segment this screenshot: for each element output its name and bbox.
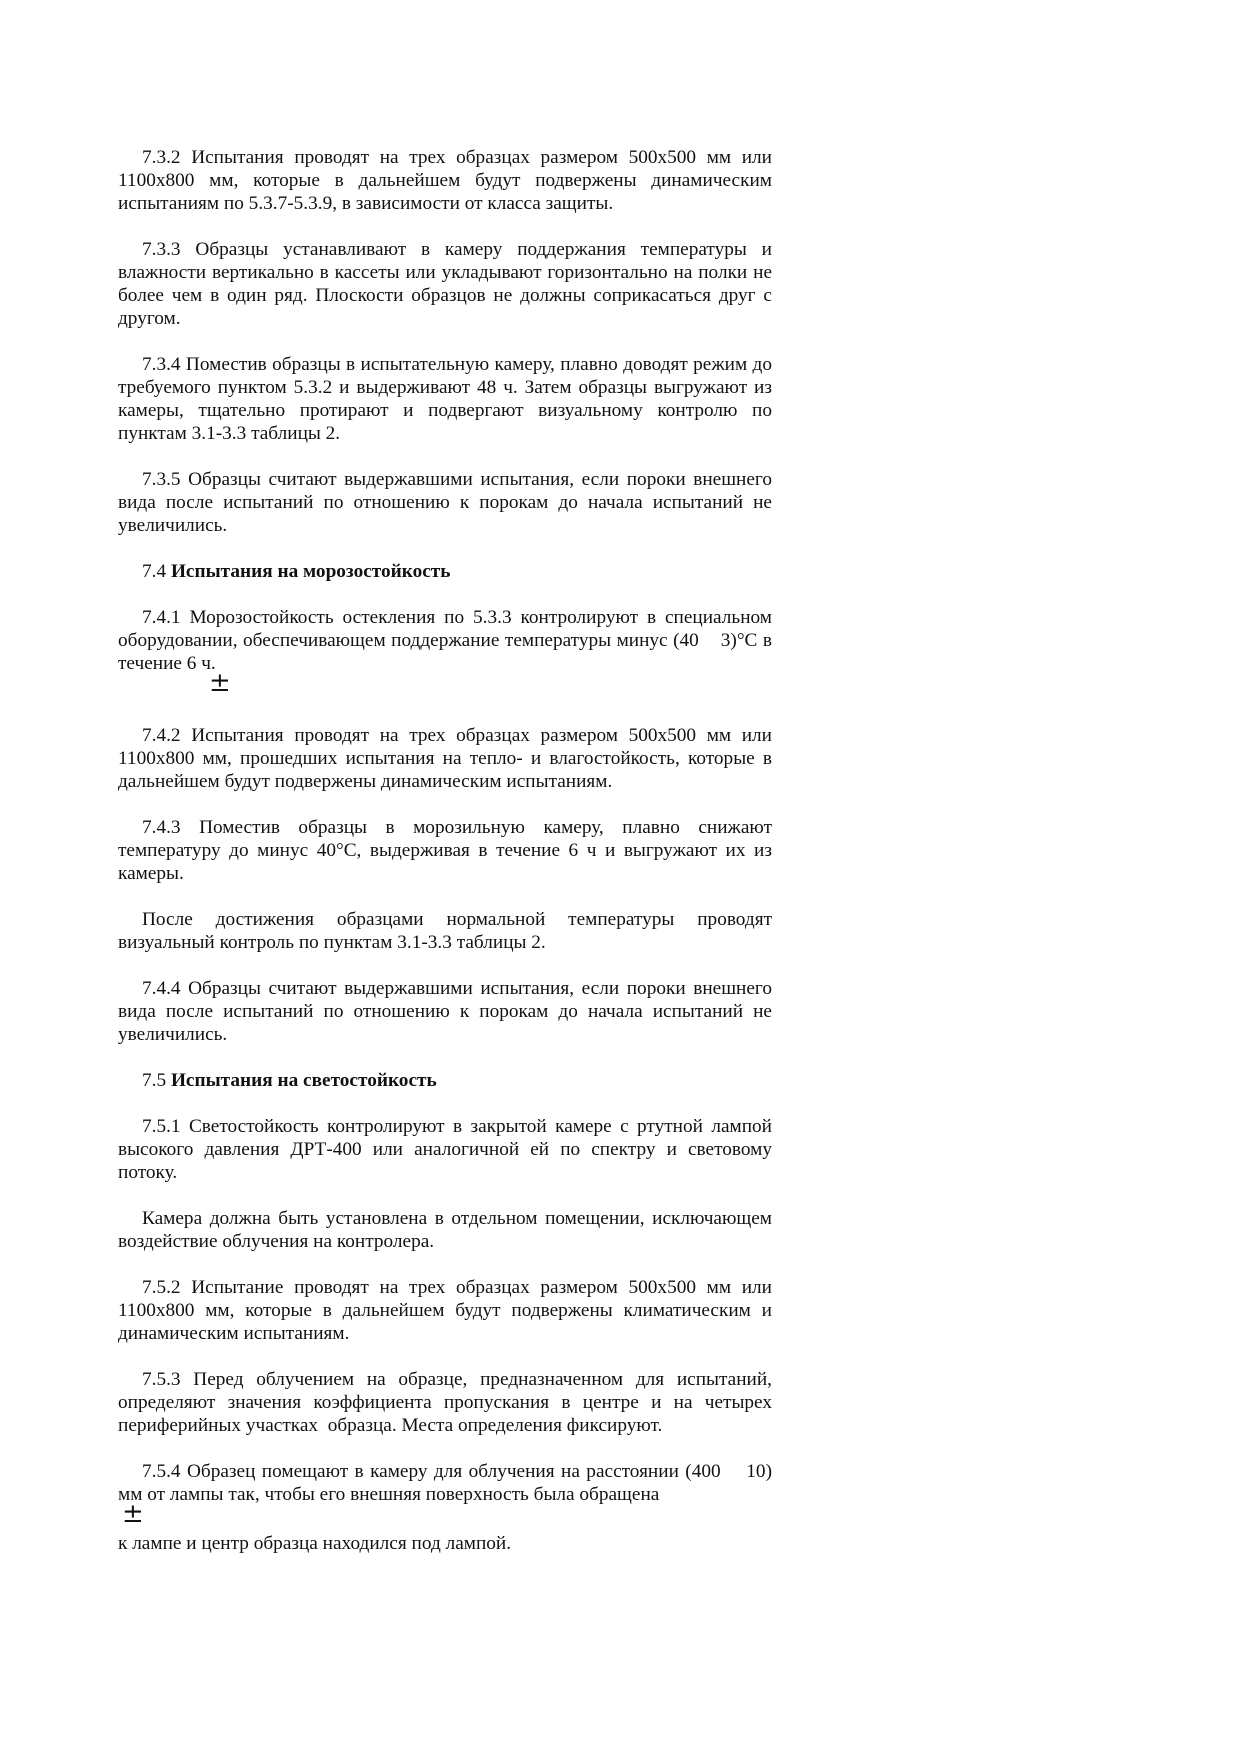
paragraph-7-4-4: 7.4.4 Образцы считают выдержавшими испытания, если пороки внешнего вида после испытаний по отношению к порокам до начала испытаний не увеличились. — [118, 978, 772, 1045]
plus-minus-line — [118, 1499, 772, 1532]
paragraph-7-5-1: 7.5.1 Светостойкость контролируют в закрытой камере с ртутной лампой высокого давления ДРТ-400 или аналогичной ей по спектру и световому потоку. — [118, 1116, 772, 1183]
plus-minus-symbol: ± — [209, 668, 231, 698]
section-heading-7-4 — [118, 560, 772, 583]
plus-minus-line — [118, 668, 772, 701]
paragraph-7-4-2: 7.4.2 Испытания проводят на трех образцах размером 500х500 мм или 1100х800 мм, прошедших испытания на тепло- и влагостойкость, которые в дальнейшем будут подвержены динамическим испытаниям. — [118, 725, 772, 792]
paragraph-7-5-4: 7.5.4 Образец помещают в камеру для облучения на расстоянии (400 10) мм от лампы так, чтобы его внешняя поверхность была обращена — [118, 1461, 772, 1505]
paragraph-7-4-1: 7.4.1 Морозостойкость остекления по 5.3.3 контролируют в специальном оборудовании, обеспечивающем поддержание температуры минус (40 3)°С в течение 6 ч. — [118, 607, 772, 674]
paragraph-7-3-3: 7.3.3 Образцы устанавливают в камеру поддержания температуры и влажности вертикально в кассеты или укладывают горизонтально на полки не более чем в один ряд. Плоскости образцов не должны соприкасаться друг с другом. — [118, 239, 772, 329]
section-heading-7-5 — [118, 1069, 772, 1092]
plus-minus-symbol: ± — [122, 1499, 144, 1529]
section-number: 7.4 — [142, 561, 167, 582]
paragraph-7-5-1-continued: Камера должна быть установлена в отдельном помещении, исключающем воздействие облучения на контролера. — [118, 1208, 772, 1252]
paragraph-7-3-2: 7.3.2 Испытания проводят на трех образцах размером 500х500 мм или 1100х800 мм, которые в дальнейшем будут подвержены динамическим испытаниям по 5.3.7-5.3.9, в зависимости от класса защиты. — [118, 147, 772, 214]
paragraph-7-5-2: 7.5.2 Испытание проводят на трех образцах размером 500х500 мм или 1100х800 мм, которые в дальнейшем будут подвержены климатическим и динамическим испытаниям. — [118, 1277, 772, 1344]
paragraph-7-5-3: 7.5.3 Перед облучением на образце, предназначенном для испытаний, определяют значения коэффициента пропускания в центре и на четырех периферийных участках образца. Места определения фиксируют. — [118, 1369, 772, 1436]
paragraph-7-4-3-continued: После достижения образцами нормальной температуры проводят визуальный контроль по пунктам 3.1-3.3 таблицы 2. — [118, 909, 772, 953]
paragraph-7-3-4: 7.3.4 Поместив образцы в испытательную камеру, плавно доводят режим до требуемого пунктом 5.3.2 и выдерживают 48 ч. Затем образцы выгружают из камеры, тщательно протирают и подвергают визуальному контролю по пунктам 3.1-3.3 таблицы 2. — [118, 354, 772, 444]
section-title: Испытания на светостойкость — [170, 1070, 437, 1091]
paragraph-7-5-4-continued: к лампе и центр образца находился под лампой. — [118, 1533, 512, 1554]
section-title: Испытания на морозостойкость — [170, 561, 451, 582]
paragraph-7-4-3: 7.4.3 Поместив образцы в морозильную камеру, плавно снижают температуру до минус 40°С, выдерживая в течение 6 ч и выгружают их из камеры. — [118, 817, 772, 884]
paragraph-7-3-5: 7.3.5 Образцы считают выдержавшими испытания, если пороки внешнего вида после испытаний по отношению к порокам до начала испытаний не увеличились. — [118, 469, 772, 536]
section-number: 7.5 — [142, 1070, 167, 1091]
document-page — [118, 146, 772, 1555]
